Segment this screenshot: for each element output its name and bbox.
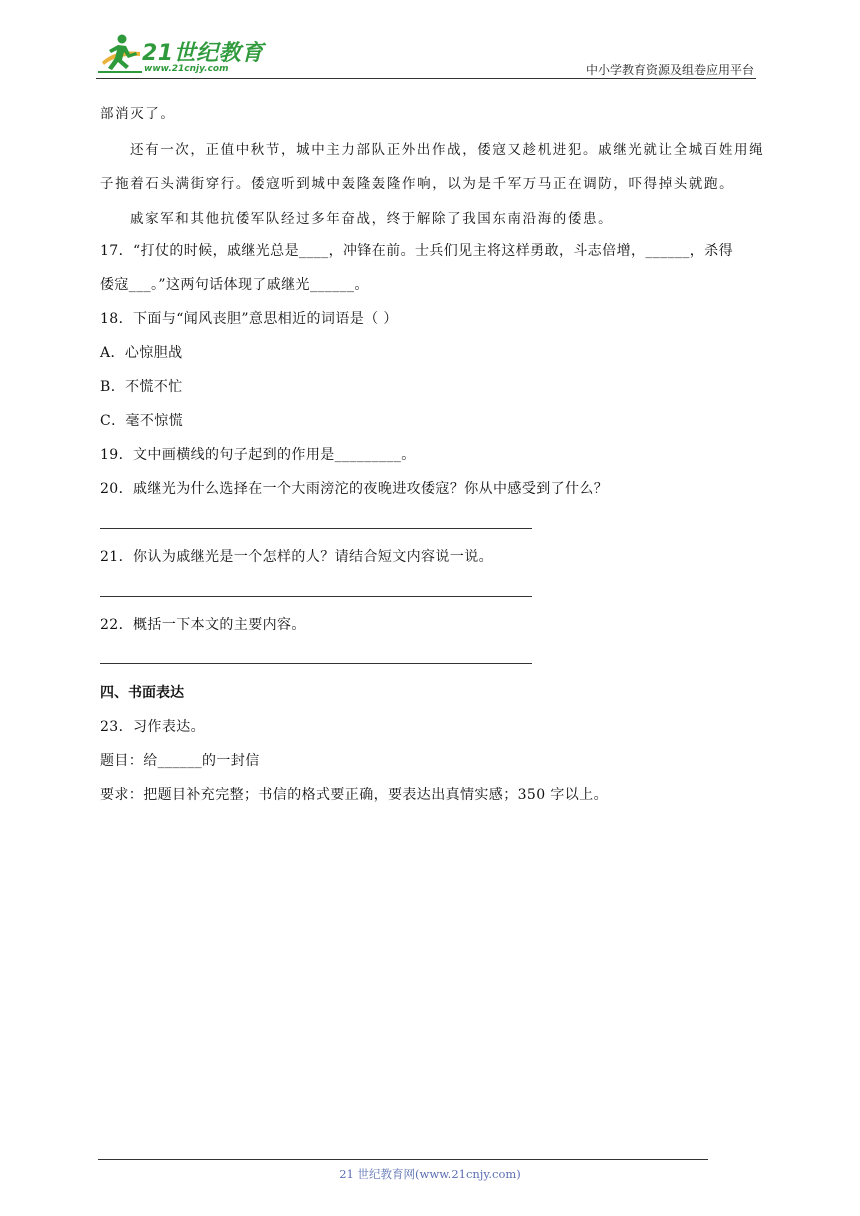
section-title: 四、书面表达 xyxy=(100,685,184,701)
runner-logo-icon xyxy=(96,32,144,78)
logo-url: www.21cnjy.com xyxy=(144,64,229,74)
page-header xyxy=(96,30,756,80)
question-20: 20．戚继光为什么选择在一个大雨滂沱的夜晚进攻倭寇？你从中感受到了什么？ xyxy=(100,481,609,497)
writing-requirement: 要求：把题目补充完整；书信的格式要正确，要表达出真情实感；350 字以上。 xyxy=(100,787,608,803)
platform-name: 中小学教育资源及组卷应用平台 xyxy=(585,63,754,77)
logo-text: 21世纪教育 xyxy=(142,41,264,66)
question-19: 19．文中画横线的句子起到的作用是_________。 xyxy=(100,447,416,463)
question-23: 23．习作表达。 xyxy=(100,719,206,735)
footer-text: 21 世纪教育网(www.21cnjy.com) xyxy=(339,1167,521,1181)
question-17: 17．“打仗的时候，戚继光总是____，冲锋在前。士兵们见主将这样勇敢，斗志倍增，______，杀得 xyxy=(100,243,733,259)
passage-line: 还有一次，正值中秋节，城中主力部队正外出作战，倭寇又趁机进犯。戚继光就让全城百姓用绳 xyxy=(130,142,765,158)
question-22: 22．概括一下本文的主要内容。 xyxy=(100,617,306,633)
question-21: 21．你认为戚继光是一个怎样的人？请结合短文内容说一说。 xyxy=(100,549,494,565)
option-c: C．毫不惊慌 xyxy=(100,413,184,429)
footer-divider xyxy=(98,1159,708,1160)
site-logo[interactable] xyxy=(96,32,266,78)
option-b: B．不慌不忙 xyxy=(100,379,183,395)
option-a: A．心惊胆战 xyxy=(100,345,183,361)
answer-line xyxy=(100,663,532,664)
writing-topic: 题目：给______的一封信 xyxy=(100,753,260,769)
passage-line: 子拖着石头满街穿行。倭寇听到城中轰隆轰隆作响，以为是千军万马正在调防，吓得掉头就跑。 xyxy=(100,176,735,192)
answer-line xyxy=(100,528,532,529)
header-divider xyxy=(96,78,756,79)
passage-line: 部消灭了。 xyxy=(100,106,176,122)
answer-line xyxy=(100,596,532,597)
question-18: 18．下面与“闻风丧胆”意思相近的词语是（ ） xyxy=(100,311,398,327)
question-17-cont: 倭寇___。”这两句话体现了戚继光______。 xyxy=(100,277,369,293)
passage-line: 戚家军和其他抗倭军队经过多年奋战，终于解除了我国东南沿海的倭患。 xyxy=(130,211,614,227)
